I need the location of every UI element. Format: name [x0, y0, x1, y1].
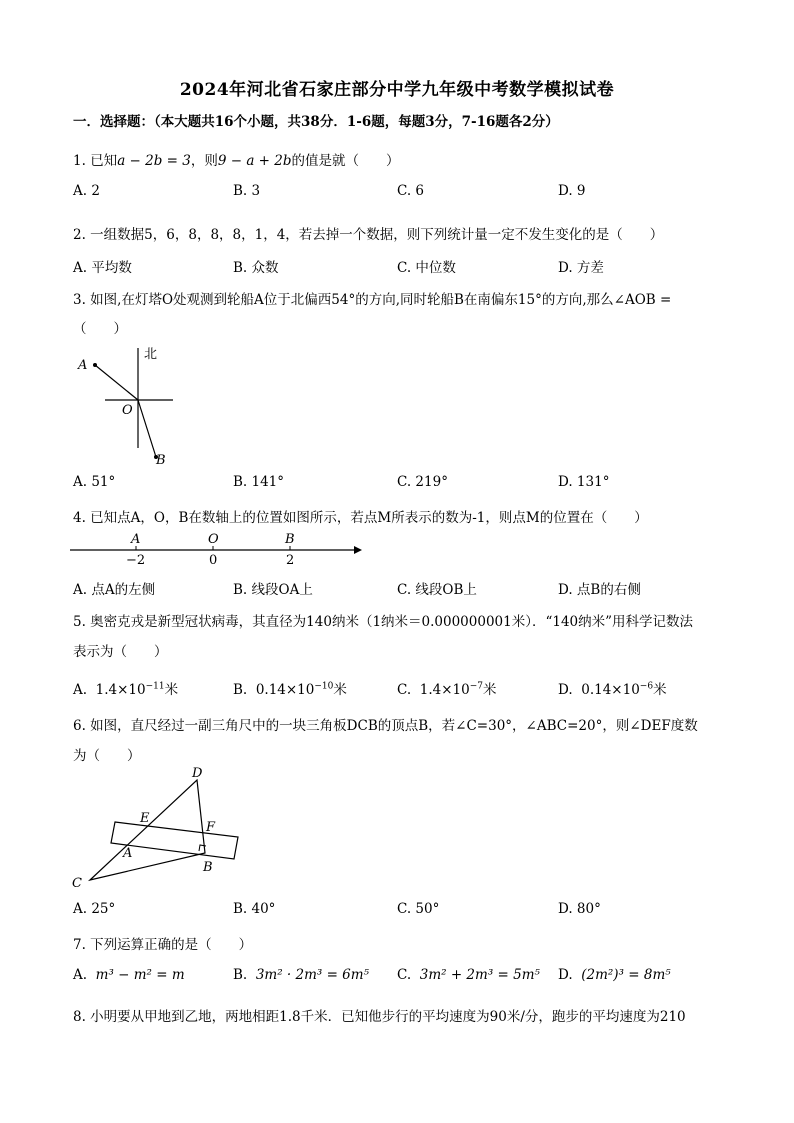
q3-option-a: A. 51° — [73, 474, 116, 490]
page-title: 2024年河北省石家庄部分中学九年级中考数学模拟试卷 — [179, 80, 615, 100]
q5-option-b-exponent: −10 — [314, 681, 334, 692]
q4-number-line-figure — [68, 528, 368, 570]
q7-option-b — [233, 967, 369, 983]
q4-option-b: B. 线段OA上 — [233, 582, 313, 598]
q3-ray-ob — [138, 400, 156, 457]
q4-value-b: 2 — [286, 553, 295, 568]
q4-arrow-head — [354, 546, 362, 554]
q3-label-o: O — [122, 403, 133, 418]
question-6-line-1: 6. 如图，直尺经过一副三角尺中的一块三角板DCB的顶点B，若∠C=30°，∠ABC=20°，则∠DEF度数 — [73, 718, 698, 734]
section-heading: 一．选择题：（本大题共16个小题，共38分．1-6题，每题3分，7-16题各2分） — [73, 114, 559, 130]
q6-label-b: B — [203, 860, 213, 875]
q7-option-d — [558, 967, 671, 983]
q6-label-a: A — [123, 846, 133, 861]
q1-option-c: C. 6 — [397, 183, 425, 199]
q2-option-c: C. 中位数 — [397, 260, 456, 276]
q5-option-d — [558, 678, 667, 698]
q7-option-b-label: B. — [233, 967, 248, 983]
q4-value-a: −2 — [126, 553, 146, 568]
q7-option-d-label: D. — [558, 967, 573, 983]
q6-option-d: D. 80° — [558, 901, 601, 917]
q6-option-a: A. 25° — [73, 901, 116, 917]
q7-option-c-expression: 3m² + 2m³ = 5m⁵ — [419, 967, 540, 983]
q6-option-c: C. 50° — [397, 901, 440, 917]
q6-label-d: D — [192, 766, 203, 781]
q1-suffix: 的值是就（ ） — [291, 153, 400, 169]
question-7: 7. 下列运算正确的是（ ） — [73, 937, 253, 953]
q1-option-d: D. 9 — [558, 183, 586, 199]
q7-option-c — [397, 967, 540, 983]
q5-option-b — [233, 678, 347, 698]
question-1 — [73, 149, 400, 169]
q4-option-c: C. 线段OB上 — [397, 582, 477, 598]
q5-option-b-base: 0.14×10 — [255, 682, 315, 698]
q4-option-a: A. 点A的左侧 — [73, 582, 156, 598]
q1-mid: ，则 — [190, 153, 218, 169]
question-5-line-1: 5. 奥密克戎是新型冠状病毒，其直径为140纳米（1纳米＝0.000000001米）．“140纳米”用科学记数法 — [73, 614, 694, 630]
q6-triangle-dcb — [90, 780, 205, 880]
q7-option-b-expression: 3m² · 2m³ = 6m⁵ — [255, 967, 369, 983]
q5-option-d-label: D. — [558, 682, 573, 698]
q6-label-f: F — [206, 820, 216, 835]
q1-number: 1. — [73, 153, 86, 169]
question-8: 8. 小明要从甲地到乙地，两地相距1.8千米．已知他步行的平均速度为90米/分，跑步的平均速度为210 — [73, 1009, 686, 1025]
q7-option-d-expression: (2m²)³ = 8m⁵ — [581, 967, 671, 983]
q4-option-d: D. 点B的右侧 — [558, 582, 641, 598]
q5-option-c — [397, 678, 496, 698]
q2-option-a: A. 平均数 — [73, 260, 132, 276]
q5-option-a — [73, 678, 178, 698]
q6-label-c: C — [72, 876, 82, 891]
q5-option-d-base: 0.14×10 — [581, 682, 640, 698]
q3-option-d: D. 131° — [558, 474, 610, 490]
q5-option-b-label: B. — [233, 682, 248, 698]
q6-ruler-triangle-figure — [68, 765, 253, 895]
q5-option-c-unit: 米 — [482, 682, 497, 698]
q3-option-c: C. 219° — [397, 474, 448, 490]
q1-condition: a − 2b = 3 — [117, 153, 191, 169]
q5-option-c-label: C. — [397, 682, 412, 698]
question-5-line-2: 表示为（ ） — [73, 644, 168, 660]
q4-value-o: 0 — [209, 553, 218, 568]
q4-label-a: A — [131, 532, 141, 547]
q7-option-c-label: C. — [397, 967, 412, 983]
q5-option-d-exponent: −6 — [639, 681, 654, 692]
question-3-line-1: 3. 如图,在灯塔O处观测到轮船A位于北偏西54°的方向,同时轮船B在南偏东15°的方向,那么∠AOB = — [73, 292, 672, 308]
question-3-line-2: （ ） — [73, 321, 127, 337]
q6-label-e: E — [140, 811, 150, 826]
q4-label-o: O — [208, 532, 219, 547]
q5-option-a-base: 1.4×10 — [95, 682, 146, 698]
q3-compass-figure — [70, 340, 190, 470]
q2-option-d: D. 方差 — [558, 260, 604, 276]
q3-label-b: B — [156, 453, 166, 468]
q5-option-d-unit: 米 — [653, 682, 667, 698]
question-6-line-2: 为（ ） — [73, 748, 141, 764]
q5-option-a-exponent: −11 — [145, 681, 165, 692]
q1-option-b: B. 3 — [233, 183, 261, 199]
q7-option-a-label: A. — [73, 967, 88, 983]
q2-option-b: B. 众数 — [233, 260, 279, 276]
q3-label-north: 北 — [144, 347, 158, 362]
q7-option-a — [73, 967, 185, 983]
q1-option-a: A. 2 — [73, 183, 100, 199]
q5-option-a-unit: 米 — [164, 682, 179, 698]
question-4: 4. 已知点A，O，B在数轴上的位置如图所示，若点M所表示的数为-1，则点M的位置在（ ） — [73, 510, 648, 526]
q3-ray-oa — [95, 365, 138, 400]
q5-option-c-exponent: −7 — [469, 681, 483, 692]
q1-prefix: 已知 — [90, 153, 118, 169]
q1-expression: 9 − a + 2b — [217, 153, 292, 169]
q7-option-a-expression: m³ − m² = m — [95, 967, 185, 983]
q5-option-b-unit: 米 — [333, 682, 347, 698]
q4-label-b: B — [285, 532, 295, 547]
q3-point-a — [93, 363, 97, 367]
q3-label-a: A — [78, 358, 88, 373]
q6-option-b: B. 40° — [233, 901, 276, 917]
q5-option-c-base: 1.4×10 — [419, 682, 470, 698]
q5-option-a-label: A. — [73, 682, 88, 698]
question-2: 2. 一组数据5，6，8，8，8，1，4，若去掉一个数据，则下列统计量一定不发生变化的是（ ） — [73, 227, 664, 243]
q3-option-b: B. 141° — [233, 474, 285, 490]
